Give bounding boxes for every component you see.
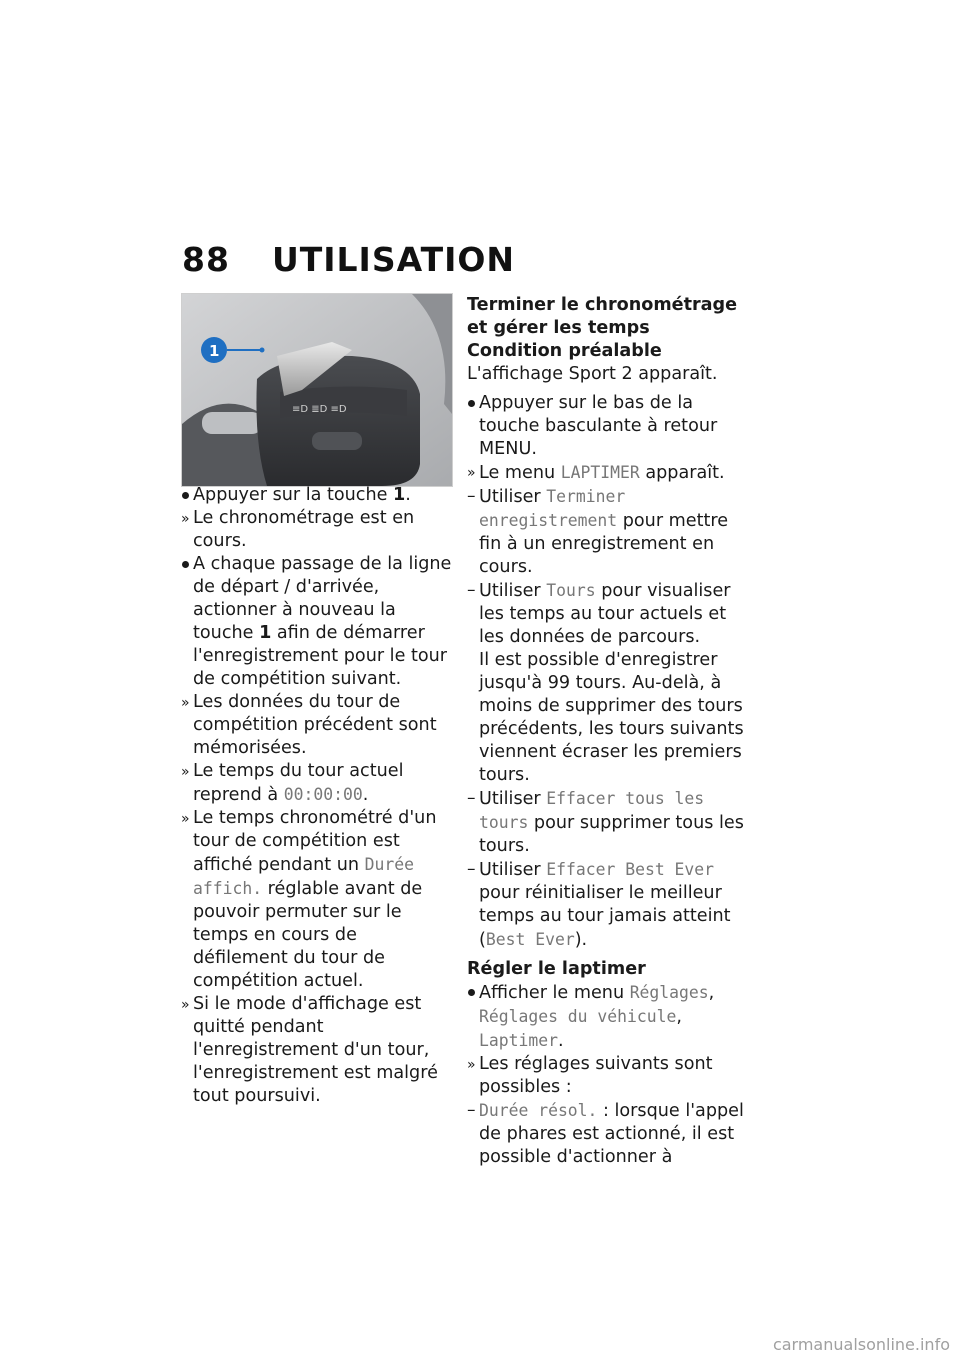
bullet-icon: [181, 553, 193, 568]
list-item: Afficher le menu Réglages, Réglages du véhicule, Laptimer.: [467, 981, 749, 1053]
result-icon: [181, 993, 193, 1017]
dash-icon: [467, 485, 479, 508]
result-icon: [467, 461, 479, 485]
list-item: Appuyer sur la touche 1.: [181, 484, 453, 507]
list-item: – Utiliser Terminer enregistrement pour mettre fin à un enregistrement en cours.: [467, 485, 749, 579]
list-item: A chaque passage de la ligne de départ / d'arrivée, actionner à nouveau la touche 1 afin de démarrer l'enregistrement pour le tour de compétition suivant.: [181, 553, 453, 691]
list-item: » Si le mode d'affichage est quitté pendant l'enregistrement d'un tour, l'enregistrement est malgré tout poursuivi.: [181, 993, 453, 1108]
svg-text:≡D ≣D ≡D: ≡D ≣D ≡D: [292, 404, 347, 415]
right-column: [467, 294, 749, 1169]
list-item: » Le chronométrage est en cours.: [181, 507, 453, 553]
list-item: – Durée résol. : lorsque l'appel de phares est actionné, il est possible d'actionner à: [467, 1099, 749, 1169]
left-column: [181, 484, 453, 1108]
list-item: » Le menu LAPTIMER apparaît.: [467, 461, 749, 485]
subheading: Condition préalable: [467, 341, 662, 361]
watermark-brand: carmanualsonline.info: [772, 1335, 950, 1354]
section-heading: Terminer le chronométrage et gérer les temps: [467, 295, 738, 338]
result-icon: [181, 807, 193, 831]
list-item: » Le temps du tour actuel reprend à 00:00:00.: [181, 760, 453, 807]
paragraph: L'affichage Sport 2 apparaît.: [467, 364, 718, 384]
list-item-note: Il est possible d'enregistrer jusqu'à 99 tours. Au-delà, à moins de supprimer des tours précédents, les tours suivants viennent écraser les premiers tours.: [479, 650, 744, 785]
list-item: Appuyer sur le bas de la touche basculante à retour MENU.: [467, 392, 749, 461]
bullet-icon: [467, 981, 479, 996]
result-icon: [467, 1053, 479, 1077]
switch-drawing: [182, 294, 452, 486]
bullet-icon: [467, 392, 479, 407]
page-number: 88: [182, 240, 230, 279]
list-item: » Le temps chronométré d'un tour de compétition est affiché pendant un Durée affich. réglable avant de pouvoir permuter sur le temps en cours de défilement du tour de compétition actuel.: [181, 807, 453, 993]
bullet-icon: [181, 484, 193, 499]
list-item: » Les réglages suivants sont possibles :: [467, 1053, 749, 1099]
section-heading: Régler le laptimer: [467, 959, 646, 979]
callout-label: 1: [209, 342, 220, 360]
list-item: – Utiliser Effacer Best Ever pour réinitialiser le meilleur temps au tour jamais atteint (Best Ever).: [467, 858, 749, 952]
list-item: – Utiliser Tours pour visualiser les temps au tour actuels et les données de parcours.: [467, 579, 749, 649]
dash-icon: [467, 1099, 479, 1122]
result-icon: [181, 760, 193, 784]
list-item: – Utiliser Effacer tous les tours pour supprimer tous les tours.: [467, 787, 749, 858]
handlebar-switch-illustration: [181, 293, 453, 487]
list-item: » Les données du tour de compétition précédent sont mémorisées.: [181, 691, 453, 760]
dash-icon: [467, 579, 479, 602]
dash-icon: [467, 787, 479, 810]
dash-icon: [467, 858, 479, 881]
section-title: UTILISATION: [271, 240, 516, 279]
result-icon: [181, 691, 193, 715]
page-header: [182, 240, 515, 279]
result-icon: [181, 507, 193, 531]
